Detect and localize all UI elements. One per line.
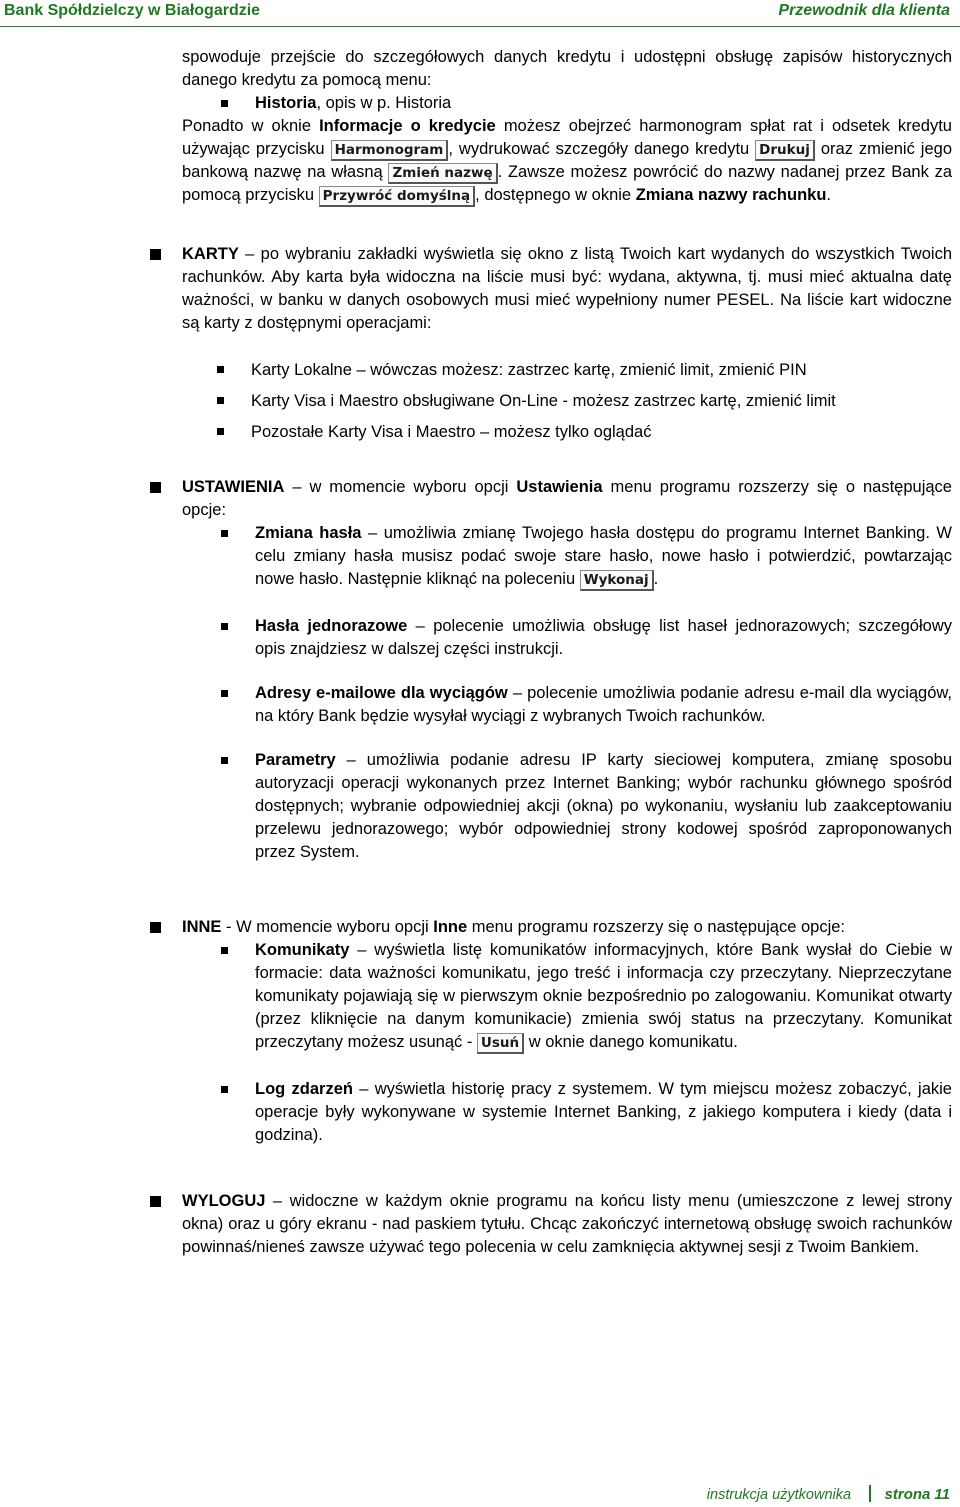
- bullet-icon: [217, 366, 224, 373]
- bank-name: Bank Spółdzielczy w Białogardzie: [4, 2, 261, 19]
- list-item: Parametry – umożliwia podanie adresu IP karty sieciowej komputera, zmianę sposobu autoryzacji operacji wykonanych przez Internet Banking; wybór rachunku głównego spośród dostępnych; wybranie odpowiedniej akcji (okna) po wykonaniu, wysłaniu lub zaakceptowaniu przelewu jednorazowego; wybór odpowiedniej strony kodowej spośród zaproponowanych przez System.: [255, 749, 952, 864]
- document-body: [182, 46, 952, 1259]
- bullet-icon: [221, 690, 228, 697]
- section-inne: INNE - W momencie wyboru opcji Inne menu programu rozszerzy się o następujące opcje: Komunikaty – wyświetla listę komunikatów informacyjnych, które Bank wysłał do Ciebie w formacie: data ważności komunikatu, jego treść i informacja czy przeczytany. Nieprzeczytane komunikaty pojawiają się w pierwszym oknie bezpośrednio po zalogowaniu. Komunikat otwarty (przez kliknięcie na danym komunikacie) zmienia swój status na przeczytany. Komunikat przeczytany możesz usunąć - Usuń w oknie danego komunikatu. Log zdarzeń – wyświetla historię pracy z systemem. W tym miejscu możesz zobaczyć, jakie operacje były wykonywane w systemie Internet Banking, z jakiego komputera i kiedy (data i godzina).: [182, 916, 952, 1147]
- intro-paragraph-1: spowoduje przejście do szczegółowych danych kredytu i udostępni obsługę zapisów historycznych danego kredytu za pomocą menu:: [182, 48, 952, 89]
- karty-list: [251, 355, 952, 448]
- list-item: Zmiana hasła – umożliwia zmianę Twojego hasła dostępu do programu Internet Banking. W celu zmiany hasła musisz podać swoje stare hasło, nowe hasło i potwierdzić, powtarzając nowe hasło. Następnie kliknąć na poleceniu Wykonaj .: [255, 522, 952, 591]
- harmonogram-button[interactable]: Harmonogram: [331, 140, 449, 161]
- page-header: [0, 0, 960, 27]
- ustawienia-title: USTAWIENIA: [182, 478, 285, 496]
- footer-separator: [869, 1485, 871, 1502]
- list-item: Karty Lokalne – wówczas możesz: zastrzec kartę, zmienić limit, zmienić PIN: [251, 355, 952, 386]
- bullet-icon: [221, 947, 228, 954]
- list-item: Adresy e-mailowe dla wyciągów – polecenie umożliwia podanie adresu e-mail dla wyciągów, na który Bank będzie wysyłał wyciągi z wybranych Twoich rachunków.: [255, 682, 952, 728]
- intro-menu-list: [255, 92, 952, 115]
- page-footer: [707, 1485, 950, 1503]
- bullet-icon: [217, 397, 224, 404]
- list-item: Karty Visa i Maestro obsługiwane On-Line - możesz zastrzec kartę, zmienić limit: [251, 386, 952, 417]
- list-item: Historia, opis w p. Historia: [255, 92, 952, 115]
- inne-list: [255, 939, 952, 1147]
- menu-historia: Historia: [255, 94, 317, 112]
- square-bullet-icon: [150, 1196, 161, 1207]
- usun-button[interactable]: Usuń: [477, 1033, 524, 1054]
- ustawienia-list: [255, 522, 952, 864]
- bullet-icon: [221, 100, 228, 107]
- wykonaj-button[interactable]: Wykonaj: [580, 570, 654, 591]
- list-item: Hasła jednorazowe – polecenie umożliwia obsługę list haseł jednorazowych; szczegółowy opis znajdziesz w dalszej części instrukcji.: [255, 615, 952, 661]
- section-karty: KARTY – po wybraniu zakładki wyświetla się okno z listą Twoich kart wydanych do wszystkich Twoich rachunków. Aby karta była widoczna na liście musi być: wydana, aktywna, tj. musi mieć aktualna datę ważności, w banku w danych osobowych musi mieć wypełniony numer PESEL. Na liście kart widoczne są karty z dostępnymi operacjami: Karty Lokalne – wówczas możesz: zastrzec kartę, zmienić limit, zmienić PIN Karty Visa i Maestro obsługiwane On-Line - możesz zastrzec kartę, zmienić limit Pozostałe Karty Visa i Maestro – możesz tylko oglądać: [182, 243, 952, 448]
- przywroc-domyslna-button[interactable]: Przywróć domyślną: [319, 186, 476, 207]
- section-ustawienia: USTAWIENIA – w momencie wyboru opcji Ustawienia menu programu rozszerzy się o następujące opcje: Zmiana hasła – umożliwia zmianę Twojego hasła dostępu do programu Internet Banking. W celu zmiany hasła musisz podać swoje stare hasło, nowe hasło i potwierdzić, powtarzając nowe hasło. Następnie kliknąć na poleceniu Wykonaj . Hasła jednorazowe – polecenie umożliwia obsługę list haseł jednorazowych; szczegółowy opis znajdziesz w dalszej części instrukcji. Adresy e-mailowe dla wyciągów – polecenie umożliwia podanie adresu e-mail dla wyciągów, na który Bank będzie wysyłał wyciągi z wybranych Twoich rachunków. Parametry – umożliwia podanie adresu IP karty sieciowej komputera, zmianę sposobu autoryzacji operacji wykonanych przez Internet Banking; wybór rachunku głównego spośród dostępnych; wybranie odpowiedniej akcji (okna) po wykonaniu, wysłaniu lub zaakceptowaniu przelewu jednorazowego; wybór odpowiedniej strony kodowej spośród zaproponowanych przez System.: [182, 476, 952, 864]
- zmien-nazwe-button[interactable]: Zmień nazwę: [388, 163, 497, 184]
- footer-page-word: strona: [884, 1486, 931, 1503]
- bullet-icon: [217, 428, 224, 435]
- guide-title: Przewodnik dla klienta: [778, 2, 950, 19]
- wyloguj-title: WYLOGUJ: [182, 1192, 266, 1210]
- footer-page-number: 11: [934, 1486, 950, 1503]
- square-bullet-icon: [150, 249, 161, 260]
- bullet-icon: [221, 1086, 228, 1093]
- square-bullet-icon: [150, 922, 161, 933]
- section-wyloguj: WYLOGUJ – widoczne w każdym oknie programu na końcu listy menu (umieszczone z lewej strony okna) oraz u góry ekranu - nad paskiem tytułu. Chcąc zakończyć internetową obsługę swoich rachunków powinnaś/nieneś zawsze używać tego polecenia w celu zamknięcia aktywnej sesji z Twoim Bankiem.: [182, 1190, 952, 1259]
- karty-title: KARTY: [182, 245, 239, 263]
- bullet-icon: [221, 757, 228, 764]
- bullet-icon: [221, 623, 228, 630]
- footer-label: instrukcja użytkownika: [706, 1487, 852, 1503]
- intro-paragraph-2: Ponadto w oknie Informacje o kredycie możesz obejrzeć harmonogram spłat rat i odsetek kredytu używając przycisku Harmonogram , wydrukować szczegóły danego kredytu Drukuj oraz zmienić jego bankową nazwę na własną Zmień nazwę . Zawsze możesz powrócić do nazwy nadanej przez Bank za pomocą przycisku Przywróć domyślną , dostępnego w oknie Zmiana nazwy rachunku.: [182, 115, 952, 207]
- list-item: Komunikaty – wyświetla listę komunikatów informacyjnych, które Bank wysłał do Ciebie w formacie: data ważności komunikatu, jego treść i informacja czy przeczytany. Nieprzeczytane komunikaty pojawiają się w pierwszym oknie bezpośrednio po zalogowaniu. Komunikat otwarty (przez kliknięcie na danym komunikacie) zmienia swój status na przeczytany. Komunikat przeczytany możesz usunąć - Usuń w oknie danego komunikatu.: [255, 939, 952, 1054]
- square-bullet-icon: [150, 482, 161, 493]
- drukuj-button[interactable]: Drukuj: [755, 140, 815, 161]
- bullet-icon: [221, 530, 228, 537]
- list-item: Log zdarzeń – wyświetla historię pracy z systemem. W tym miejscu możesz zobaczyć, jakie operacje były wykonywane w systemie Internet Banking, z jakiego komputera i kiedy (data i godzina).: [255, 1078, 952, 1147]
- inne-title: INNE: [182, 918, 222, 936]
- intro-section: [182, 46, 952, 207]
- list-item: Pozostałe Karty Visa i Maestro – możesz tylko oglądać: [251, 417, 952, 448]
